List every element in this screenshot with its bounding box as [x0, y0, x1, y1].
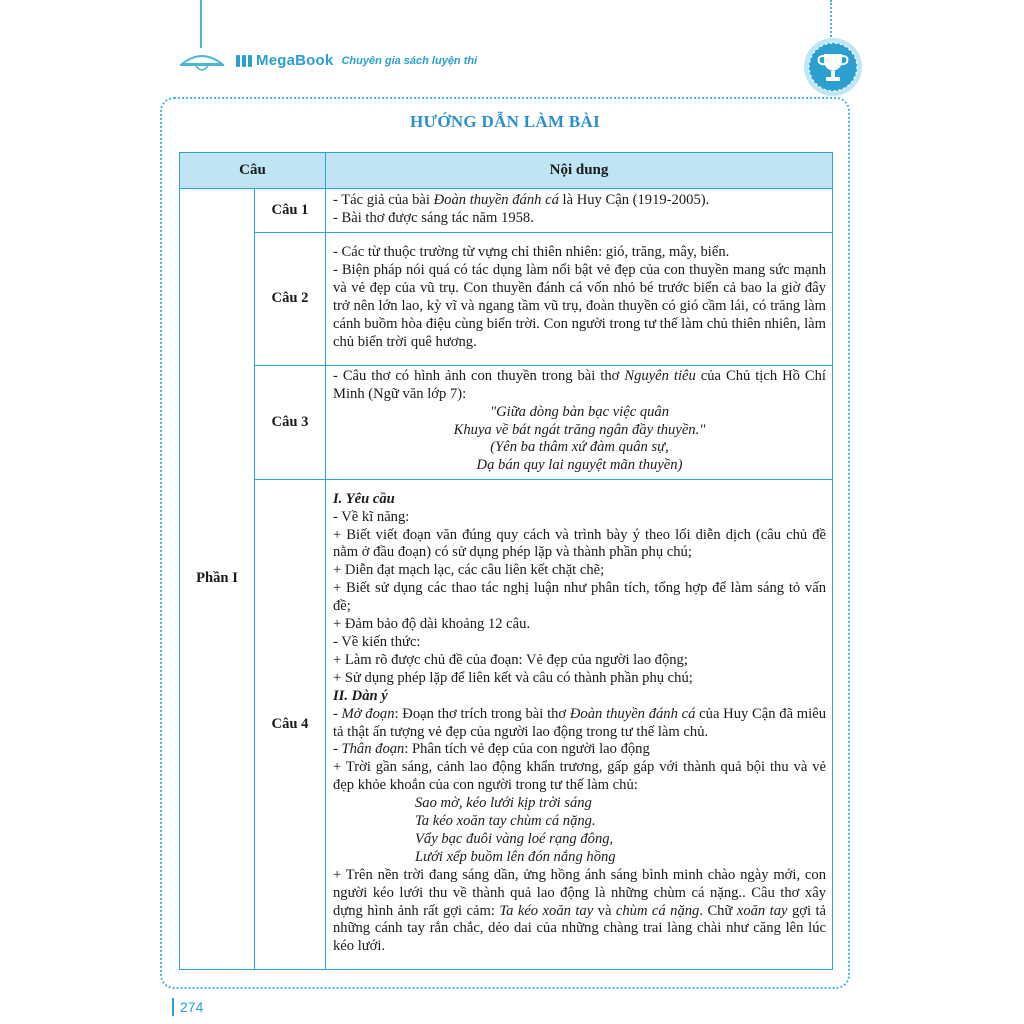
- question-label: Câu 2: [255, 233, 326, 366]
- text: + Trời gần sáng, cảnh lao động khẩn trương, gấp gáp với thành quả bội thu và vẻ đẹp khỏe khoắn của con người trong tư thế làm chủ:: [333, 759, 826, 794]
- poem-line: Vẩy bạc đuôi vàng loé rạng đông,: [415, 830, 614, 847]
- text: và: [593, 902, 616, 919]
- text: -: [333, 741, 342, 758]
- text: là Huy Cận (1919-2005).: [558, 191, 710, 208]
- text: - Biện pháp nói quá có tác dụng làm nổi bật vẻ đẹp của con thuyền mang sức mạnh và vẻ đẹp của vũ trụ. Con thuyền đánh cá vốn nhỏ bé trước biển cả bao la giờ đây trở nên lớn lao, kỳ vĩ và ngang tầm vũ trụ, đoàn thuyền có gió cầm lái, có trăng làm cánh buồm hòa điệu cùng biển trời. Con người trong tư thế làm chủ thiên nhiên, làm chủ biển trời quê hương.: [333, 262, 826, 350]
- table-header-row: [180, 153, 833, 189]
- poem-line: Sao mờ, kéo lưới kịp trời sáng: [415, 795, 592, 812]
- text: -: [333, 705, 342, 722]
- answer-table: [179, 152, 833, 970]
- hanging-dots: [830, 0, 832, 40]
- table-row: [180, 189, 833, 233]
- answer-cell: [326, 233, 833, 366]
- text: của Huy Cận đã miêu tả thật ấn tượng vẻ đẹp của người lao động trong tư thế làm chủ.: [333, 705, 826, 740]
- text: : Đoạn thơ trích trong bài thơ: [394, 705, 570, 722]
- question-label: Câu 1: [255, 189, 326, 233]
- poem-line: Lưới xếp buồm lên đón nắng hồng: [415, 848, 616, 865]
- text-italic: Ta kéo xoăn tay: [499, 902, 594, 919]
- subheading: I. Yêu cầu: [333, 490, 395, 507]
- subheading: II. Dàn ý: [333, 687, 388, 704]
- text-italic: Đoàn thuyền đánh cá: [569, 705, 696, 722]
- brand-name: MegaBook: [256, 52, 334, 69]
- text-italic: chùm cá nặng: [615, 902, 700, 919]
- verse-line: (Yên ba thâm xứ đàm quân sự,: [490, 439, 669, 456]
- verse-line: Khuya về bát ngát trăng ngân đầy thuyền.": [453, 421, 706, 438]
- text: : Phân tích vẻ đẹp của con người lao động: [404, 741, 650, 758]
- verse-line: "Giữa dòng bàn bạc việc quân: [489, 403, 670, 420]
- text: + Diễn đạt mạch lạc, các câu liên kết chặt chẽ;: [333, 562, 605, 579]
- text-italic: Đoàn thuyền đánh cá: [433, 191, 559, 208]
- text: + Biết sử dụng các thao tác nghị luận như phân tích, tổng hợp để làm sáng tỏ vấn đề;: [333, 580, 826, 615]
- text-italic: Thân đoạn: [341, 741, 405, 758]
- text-italic: Nguyên tiêu: [624, 367, 696, 384]
- text: - Các từ thuộc trường từ vựng chỉ thiên nhiên: gió, trăng, mây, biển.: [333, 244, 730, 261]
- header-cau: Câu: [180, 153, 326, 189]
- question-label: Câu 3: [255, 366, 326, 480]
- text: + Biết viết đoạn văn đúng quy cách và trình bày ý theo lối diễn dịch (câu chủ đề nằm ở đầu đoạn) có sử dụng phép lặp và thành phần phụ chú;: [333, 526, 826, 561]
- lamp-icon: [178, 44, 226, 74]
- question-label: Câu 4: [255, 480, 326, 970]
- text: - Câu thơ có hình ảnh con thuyền trong bài thơ: [333, 367, 625, 384]
- table-row: [180, 233, 833, 366]
- header-noi-dung: Nội dung: [326, 153, 833, 189]
- text: - Về kiến thức:: [333, 633, 421, 650]
- verse-line: Dạ bán quy lai nguyệt mãn thuyền): [476, 457, 683, 474]
- answer-cell: [326, 189, 833, 233]
- page-title: HƯỚNG DẪN LÀM BÀI: [409, 112, 601, 131]
- section-label: Phần I: [180, 189, 255, 970]
- answer-cell: [326, 366, 833, 480]
- text: - Bài thơ được sáng tác năm 1958.: [333, 209, 534, 226]
- lamp-cord: [200, 0, 202, 48]
- answer-cell: [326, 480, 833, 970]
- text: gợi tả những cánh tay rắn chắc, dẻo dai của những chàng trai làng chài như căng lên lúc kéo lưới.: [333, 902, 826, 955]
- text: - Về kĩ năng:: [333, 508, 410, 525]
- text: . Chữ: [699, 902, 737, 919]
- page-number: 274: [172, 998, 203, 1016]
- brand-bars-icon: [236, 55, 252, 67]
- text: + Trên nền trời đang sáng dần, ửng hồng ánh sáng bình minh chào ngày mới, con người kéo lưới thu về thành quả lao động là những chùm cá nặng.. Câu thơ xây dựng hình ảnh rất gợi cảm:: [333, 866, 826, 919]
- text: + Đảm bảo độ dài khoảng 12 câu.: [333, 616, 531, 633]
- poem-line: Ta kéo xoăn tay chùm cá nặng.: [415, 813, 596, 830]
- text-italic: xoăn tay: [736, 902, 788, 919]
- text: của Chủ tịch Hồ Chí Minh (Ngữ văn lớp 7):: [333, 367, 826, 402]
- text: + Sử dụng phép lặp để liên kết và câu có thành phần phụ chú;: [333, 669, 693, 686]
- table-row: [180, 480, 833, 970]
- table-row: [180, 366, 833, 480]
- text-italic: Mở đoạn: [341, 705, 395, 722]
- trophy-badge-icon: [802, 36, 864, 98]
- text: + Làm rõ được chủ đề của đoạn: Vẻ đẹp của người lao động;: [333, 651, 688, 668]
- brand-tagline: Chuyên gia sách luyện thi: [341, 54, 478, 67]
- text: - Tác giả của bài: [333, 191, 434, 208]
- brand-logo: [236, 52, 477, 69]
